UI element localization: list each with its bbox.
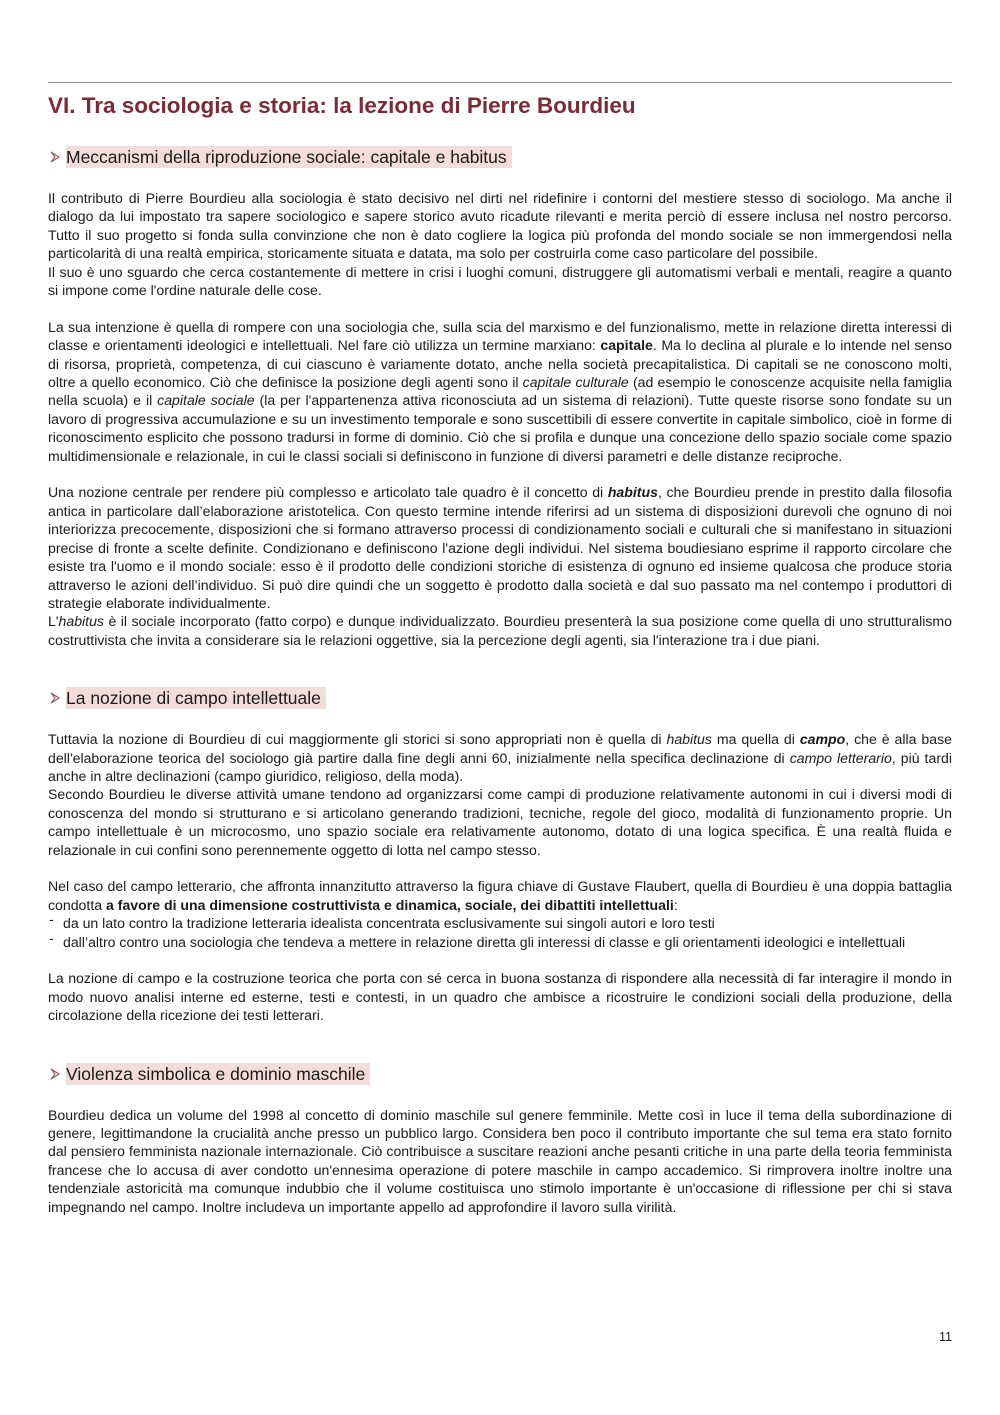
section-heading-1: [48, 146, 952, 168]
paragraph: L'habitus è il sociale incorporato (fatto corpo) e dunque individualizzato. Bourdieu presenterà la sua posizione come quella di uno strutturalismo costruttivista che invita a considerare sia le relazioni oggettive, sia la percezione degli agenti, sia l'interazione tra i due piani.: [48, 613, 952, 648]
paragraph: Bourdieu dedica un volume del 1998 al concetto di dominio maschile sul genere femminile. Mette così in luce il tema della subordinazione di genere, legittimandone la crucialità anche presso un pubblico largo. Considera ben poco il contributo importante che sul tema era stato fornito dal pensiero femminista nazionale internazionale. Ciò contribuisce a suscitare reazioni anche pesanti critiche in una parte della teoria femminista francese che lo accusa di aver condotto un'ennesima operazione di potere maschile in campo accademico. Si rimprovera inoltre inoltre una tendenziale astoricità ma comunque indubbio che il volume costituisca uno stimolo importante è un'occasione di riflessione per chi si stava impegnando nel campo. Inoltre includeva un importante appello ad approfondire il lavoro sulla virilità.: [48, 1106, 952, 1215]
paragraph: La nozione di campo e la costruzione teorica che porta con sé cerca in buona sostanza di rispondere alla necessità di far interagire il mondo in modo nuovo analisi interne ed esterne, testi e contesti, in un quadro che ambisce a ricostruire le condizioni sociali della produzione, della circolazione della ricezione dei testi letterari.: [48, 970, 952, 1024]
paragraph: Nel caso del campo letterario, che affronta innanzitutto attraverso la figura chiave di Gustave Flaubert, quella di Bourdieu è una doppia battaglia condotta a favore di una dimensione costruttivista e dinamica, sociale, dei dibattiti intellettuali:: [48, 878, 952, 913]
section-heading-label: La nozione di campo intellettuale: [66, 687, 326, 709]
dash-list: [48, 914, 952, 951]
arrow-right-outline-icon: [48, 1066, 62, 1082]
document-page: [48, 82, 952, 1216]
list-item: - da un lato contro la tradizione letteraria idealista concentrata esclusivamente sui singoli autori e loro testi: [48, 914, 952, 932]
arrow-right-outline-icon: [48, 690, 62, 706]
section-heading-label: Meccanismi della riproduzione sociale: capitale e habitus: [66, 146, 512, 168]
top-rule: [48, 82, 952, 83]
paragraph: Il suo è uno sguardo che cerca costantemente di mettere in crisi i luoghi comuni, distruggere gli automatismi verbali e mentali, reagire a quanto si impone come l'ordine naturale delle cose.: [48, 263, 952, 299]
paragraph: Una nozione centrale per rendere più complesso e articolato tale quadro è il concetto di habitus, che Bourdieu prende in prestito dalla filosofia antica in particolare dall’elaborazione aristotelica. Con questo termine intende riferirsi ad un sistema di disposizioni durevoli che ognuno di noi interiorizza precocemente, disposizioni che si formano attraverso processi di condizionamento sociali e culturali che si manifestano in situazioni precise di fronte a scelte definite. Condizionano e definiscono l'azione degli individui. Nel sistema boudiesiano esprime il rapporto circolare che esiste tra l'uomo e il mondo sociale: esso è il prodotto delle condizioni storiche di esistenza di ognuno ed insieme qualcosa che produce storia attraverso le azioni dell’individuo. Si può dire quindi che un soggetto è prodotto dalla società e dal suo passato ma nel contempo i produttori di strategie elaborate individualmente.: [48, 484, 953, 611]
paragraph: Tuttavia la nozione di Bourdieu di cui maggiormente gli storici si sono appropriati non è quella di habitus ma quella di campo, che è alla base dell'elaborazione teorica del sociologo già partire dalla fine degli anni 60, inizialmente nella specifica declinazione di campo letterario, più tardi anche in altre declinazioni (campo giuridico, religioso, della moda).: [48, 731, 952, 784]
section-heading-label: Violenza simbolica e dominio maschile: [66, 1063, 370, 1085]
section-heading-3: [48, 1063, 952, 1085]
section-heading-2: [48, 687, 952, 709]
arrow-right-outline-icon: [48, 149, 62, 165]
list-item: - dall’altro contro una sociologia che tendeva a mettere in relazione diretta gli interessi di classe e gli orientamenti ideologici e intellettuali: [48, 933, 952, 951]
paragraph: Il contributo di Pierre Bourdieu alla sociologia è stato decisivo nel dirti nel ridefinire i contorni del mestiere stesso di sociologo. Ma anche il dialogo da lui impostato tra sapere sociologico e sapere storico avuto ricadute rilevanti e merita perciò di essere inclusa nel nostro percorso. Tutto il suo progetto si fonda sulla convinzione che non è dato cogliere la logica più profonda del mondo sociale se non immergendosi nella particolarità di una realtà empirica, storicamente situata e datata, ma solo per costruirla come caso particolare del possibile.: [48, 190, 952, 262]
page-number: 11: [939, 1330, 952, 1344]
chapter-title: VI. Tra sociologia e storia: la lezione di Pierre Bourdieu: [48, 93, 636, 118]
paragraph: La sua intenzione è quella di rompere con una sociologia che, sulla scia del marxismo e del funzionalismo, mette in relazione diretta interessi di classe e orientamenti ideologici e intellettuali. Nel fare ciò utilizza un termine marxiano: capitale. Ma lo declina al plurale e lo intende nel senso di risorsa, proprietà, competenza, di cui ciascuno è variamente dotato, anche nella società precapitalistica. Di capitali se ne conoscono molti, oltre a quello economico. Ciò che definisce la posizione degli agenti sono il capitale culturale (ad esempio le conoscenze acquisite nella famiglia nella scuola) e il capitale sociale (la per l'appartenenza attiva riconosciuta ad un sistema di relazioni). Tutte queste risorse sono fondate su un lavoro di progressiva accumulazione e su un investimento temporale e sono suscettibili di essere convertite in capitale simbolico, cioè in forme di riconoscimento esplicito che possono tradursi in forme di dominio. Ciò che si profila e dunque una concezione dello spazio sociale come spazio multidimensionale e relazionale, in cui le classi sociali si definiscono in funzione di diversi parametri e delle distanze reciproche.: [48, 318, 952, 464]
paragraph: Secondo Bourdieu le diverse attività umane tendono ad organizzarsi come campi di produzione relativamente autonomi in cui i diversi modi di conoscenza del mondo si strutturano e si articolano generando tradizioni, tecniche, regole del gioco, modalità di funzionamento proprie. Un campo intellettuale è un microcosmo, uno spazio sociale era relativamente autonomo, dotato di una logica specifica. È una realtà fluida e relazionale in cui confini sono perennemente oggetto di lotta nel campo stesso.: [48, 786, 952, 858]
